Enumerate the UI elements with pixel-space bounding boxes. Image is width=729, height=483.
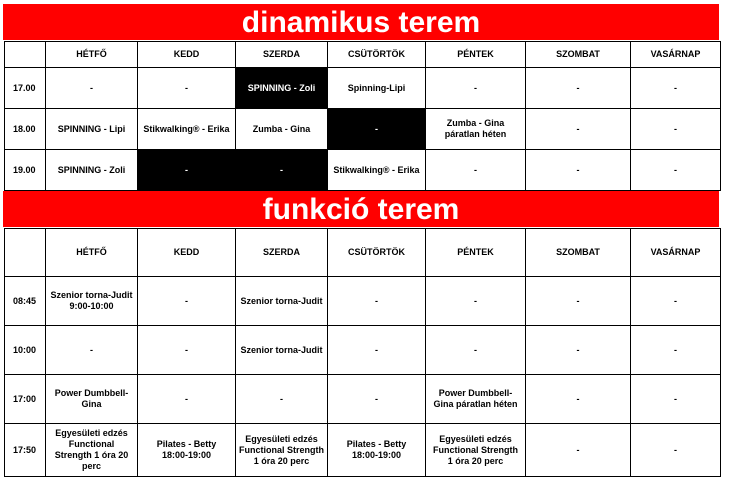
day-header: SZERDA bbox=[236, 42, 328, 68]
schedule-cell: Stikwalking® - Erika bbox=[328, 150, 426, 191]
schedule-cell: - bbox=[138, 375, 236, 424]
table-row bbox=[5, 375, 721, 424]
schedule-cell: - bbox=[138, 277, 236, 326]
schedule-cell: - bbox=[631, 68, 721, 109]
schedule-cell: - bbox=[631, 424, 721, 477]
table-row bbox=[5, 277, 721, 326]
table-row bbox=[5, 424, 721, 477]
schedule-cell: - bbox=[46, 326, 138, 375]
schedule-cell: - bbox=[526, 424, 631, 477]
schedule-cell: - bbox=[526, 109, 631, 150]
schedule-cell: Stikwalking® - Erika bbox=[138, 109, 236, 150]
schedule-cell: - bbox=[426, 277, 526, 326]
schedule-cell: - bbox=[236, 375, 328, 424]
corner-cell bbox=[5, 42, 46, 68]
day-header: CSÜTÖRTÖK bbox=[328, 229, 426, 277]
schedule-cell: - bbox=[426, 326, 526, 375]
schedule-cell: - bbox=[46, 68, 138, 109]
table-row bbox=[5, 326, 721, 375]
schedule-cell: Szenior torna-Judit 9:00-10:00 bbox=[46, 277, 138, 326]
schedule-cell: Zumba - Gina páratlan héten bbox=[426, 109, 526, 150]
schedule-cell-highlighted: SPINNING - Zoli bbox=[236, 68, 328, 109]
schedule-cell-highlighted: - bbox=[138, 150, 236, 191]
schedule-cell: - bbox=[138, 326, 236, 375]
day-header: KEDD bbox=[138, 229, 236, 277]
schedule-cell: SPINNING - Zoli bbox=[46, 150, 138, 191]
schedule-cell: - bbox=[426, 68, 526, 109]
schedule-cell: - bbox=[526, 68, 631, 109]
time-cell: 10:00 bbox=[5, 326, 46, 375]
day-header: SZOMBAT bbox=[526, 42, 631, 68]
schedule-table-dinamikus bbox=[4, 41, 721, 191]
schedule-cell: Power Dumbbell- Gina páratlan héten bbox=[426, 375, 526, 424]
day-header: KEDD bbox=[138, 42, 236, 68]
day-header: VASÁRNAP bbox=[631, 229, 721, 277]
day-header: SZOMBAT bbox=[526, 229, 631, 277]
schedule-cell: - bbox=[631, 277, 721, 326]
day-header: PÉNTEK bbox=[426, 42, 526, 68]
schedule-cell: Pilates - Betty 18:00-19:00 bbox=[328, 424, 426, 477]
schedule-cell-highlighted: - bbox=[328, 109, 426, 150]
schedule-cell: Szenior torna-Judit bbox=[236, 277, 328, 326]
schedule-cell: - bbox=[631, 109, 721, 150]
time-cell: 08:45 bbox=[5, 277, 46, 326]
schedule-cell: - bbox=[631, 375, 721, 424]
time-cell: 17:00 bbox=[5, 375, 46, 424]
schedule-cell: - bbox=[328, 375, 426, 424]
schedule-cell: - bbox=[526, 277, 631, 326]
day-header: PÉNTEK bbox=[426, 229, 526, 277]
header-row bbox=[5, 42, 721, 68]
section-title-dinamikus: dinamikus terem bbox=[3, 4, 719, 40]
schedule-cell: Power Dumbbell- Gina bbox=[46, 375, 138, 424]
schedule-cell-highlighted: - bbox=[236, 150, 328, 191]
schedule-cell: Egyesületi edzés Functional Strength 1 óra 20 perc bbox=[236, 424, 328, 477]
schedule-cell: SPINNING - Lipi bbox=[46, 109, 138, 150]
day-header: HÉTFŐ bbox=[46, 42, 138, 68]
schedule-cell: - bbox=[631, 326, 721, 375]
corner-cell bbox=[5, 229, 46, 277]
schedule-cell: - bbox=[328, 326, 426, 375]
schedule-cell: - bbox=[138, 68, 236, 109]
table-row bbox=[5, 150, 721, 191]
schedule-cell: - bbox=[526, 326, 631, 375]
time-cell: 17.00 bbox=[5, 68, 46, 109]
schedule-cell: - bbox=[526, 150, 631, 191]
schedule-cell: - bbox=[328, 277, 426, 326]
table-row bbox=[5, 68, 721, 109]
schedule-cell: Szenior torna-Judit bbox=[236, 326, 328, 375]
schedule-cell: Pilates - Betty 18:00-19:00 bbox=[138, 424, 236, 477]
day-header: VASÁRNAP bbox=[631, 42, 721, 68]
schedule-cell: - bbox=[526, 375, 631, 424]
day-header: CSÜTÖRTÖK bbox=[328, 42, 426, 68]
header-row bbox=[5, 229, 721, 277]
day-header: SZERDA bbox=[236, 229, 328, 277]
schedule-cell: Zumba - Gina bbox=[236, 109, 328, 150]
section-title-funkcio: funkció terem bbox=[3, 191, 719, 227]
schedule-cell: - bbox=[426, 150, 526, 191]
schedule-cell: Egyesületi edzés Functional Strength 1 óra 20 perc bbox=[46, 424, 138, 477]
schedule-cell: - bbox=[631, 150, 721, 191]
schedule-cell: Spinning-Lipi bbox=[328, 68, 426, 109]
time-cell: 17:50 bbox=[5, 424, 46, 477]
table-row bbox=[5, 109, 721, 150]
time-cell: 19.00 bbox=[5, 150, 46, 191]
time-cell: 18.00 bbox=[5, 109, 46, 150]
day-header: HÉTFŐ bbox=[46, 229, 138, 277]
schedule-table-funkcio bbox=[4, 228, 721, 477]
schedule-cell: Egyesületi edzés Functional Strength 1 óra 20 perc bbox=[426, 424, 526, 477]
